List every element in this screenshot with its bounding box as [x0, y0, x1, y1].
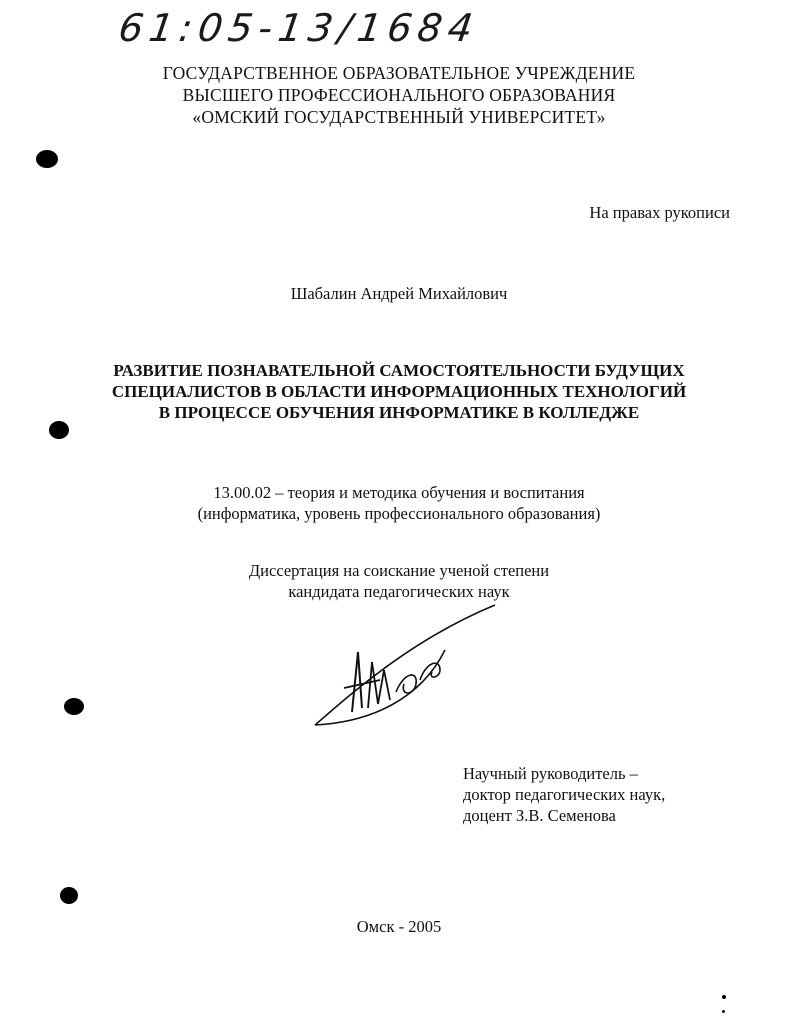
organization-line: «ОМСКИЙ ГОСУДАРСТВЕННЫЙ УНИВЕРСИТЕТ» [192, 107, 606, 127]
author-name: Шабалин Андрей Михайлович [290, 284, 508, 303]
specialty-line: (информатика, уровень профессионального образования) [197, 504, 601, 523]
rights-note: На правах рукописи [589, 203, 730, 222]
organization-line: ГОСУДАРСТВЕННОЕ ОБРАЗОВАТЕЛЬНОЕ УЧРЕЖДЕНИЕ [162, 63, 636, 83]
specialty-line: 13.00.02 – теория и методика обучения и воспитания [213, 483, 585, 502]
scan-speck [722, 995, 726, 999]
title-line: РАЗВИТИЕ ПОЗНАВАТЕЛЬНОЙ САМОСТОЯТЕЛЬНОСТИ БУДУЩИХ [113, 361, 685, 380]
scan-speck [722, 1010, 725, 1013]
scientific-supervisor [463, 763, 665, 826]
signature-mark [300, 600, 500, 735]
city-year: Омск - 2005 [356, 917, 442, 936]
supervisor-line: доктор педагогических наук, [463, 785, 666, 804]
binder-hole-mark [49, 421, 69, 439]
title-line: СПЕЦИАЛИСТОВ В ОБЛАСТИ ИНФОРМАЦИОННЫХ ТЕХНОЛОГИЙ [111, 382, 687, 401]
archive-number-handwritten: 61:05-13/1684 [116, 6, 482, 50]
specialty-code [0, 482, 798, 524]
binder-hole-mark [36, 150, 58, 168]
supervisor-line: Научный руководитель – [463, 764, 638, 783]
title-line: В ПРОЦЕССЕ ОБУЧЕНИЯ ИНФОРМАТИКЕ В КОЛЛЕДЖЕ [158, 403, 640, 422]
degree-line: кандидата педагогических наук [288, 582, 510, 601]
dissertation-title [0, 360, 798, 423]
binder-hole-mark [64, 698, 84, 715]
degree-statement [0, 560, 798, 602]
binder-hole-mark [60, 887, 78, 904]
degree-line: Диссертация на соискание ученой степени [248, 561, 550, 580]
organization-header [0, 62, 798, 128]
supervisor-line: доцент З.В. Семенова [463, 806, 616, 825]
organization-line: ВЫСШЕГО ПРОФЕССИОНАЛЬНОГО ОБРАЗОВАНИЯ [182, 85, 616, 105]
